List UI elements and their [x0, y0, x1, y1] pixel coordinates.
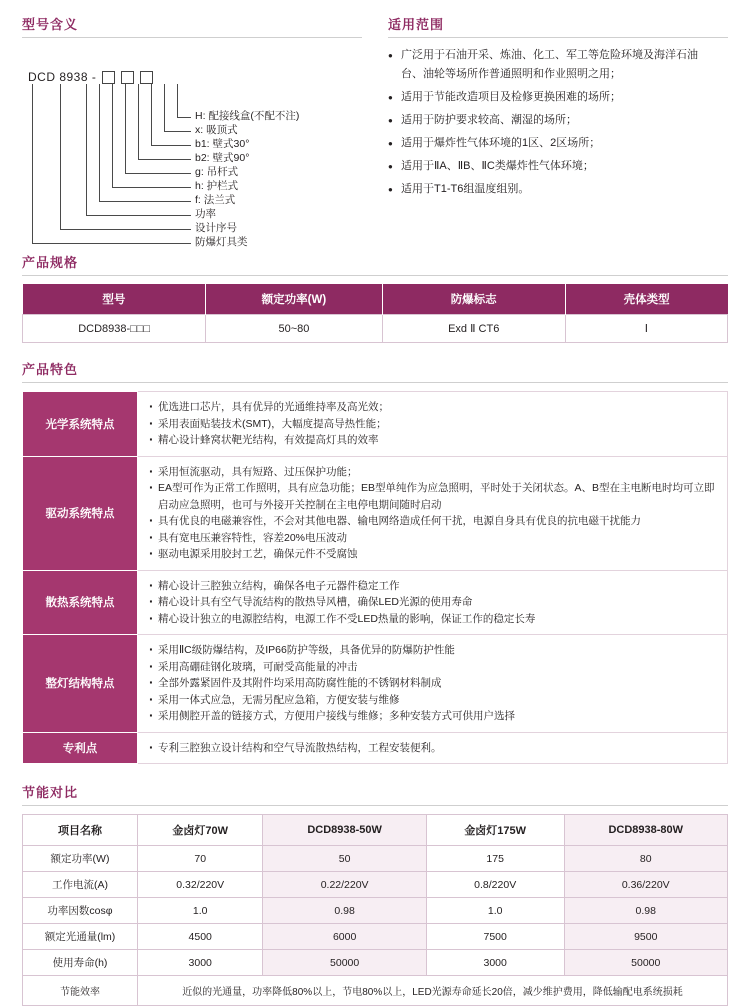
spec-cell-model: DCD8938-□□□	[23, 315, 206, 343]
leader-v-9	[60, 84, 61, 229]
feature-list-structure	[148, 642, 717, 725]
model-code-box-2	[121, 71, 134, 84]
feature-row-patent	[23, 732, 728, 764]
scope-list	[388, 46, 728, 199]
feature-row-driver	[23, 456, 728, 570]
feature-item: · 驱动电源采用胶封工艺，确保元件不受腐蚀	[148, 546, 717, 563]
model-label-5: g: 吊杆式	[195, 166, 239, 178]
energy-row	[23, 898, 728, 924]
leader-h-9	[60, 229, 191, 230]
energy-row-label: 额定光通量(lm)	[23, 924, 138, 950]
section-title-spec: 产品规格	[22, 255, 79, 270]
leader-v-6	[112, 84, 113, 187]
divider-spec	[22, 275, 728, 276]
feature-item: · 采用恒流驱动，具有短路、过压保护功能；	[148, 464, 717, 481]
feature-item: · 精心设计具有空气导流结构的散热导风槽，确保LED光源的使用寿命	[148, 594, 717, 611]
feature-row-structure	[23, 635, 728, 733]
spec-header-housing: 壳体类型	[565, 284, 727, 315]
section-title-features: 产品特色	[22, 362, 79, 377]
energy-cell: 80	[564, 846, 727, 872]
energy-cell: 3000	[138, 950, 263, 976]
leader-v-4	[138, 84, 139, 159]
energy-row-label: 节能效率	[23, 976, 138, 1006]
leader-h-6	[112, 187, 191, 188]
feature-body-optical	[138, 392, 728, 457]
energy-row-label: 额定功率(W)	[23, 846, 138, 872]
energy-header-row	[23, 815, 728, 846]
feature-row-thermal	[23, 570, 728, 635]
feature-item: · 精心设计独立的电源腔结构，电源工作不受LED热量的影响，保证工作的稳定长寿	[148, 611, 717, 628]
feature-item: · 采用高硼硅钢化玻璃，可耐受高能量的冲击	[148, 659, 717, 676]
leader-h-4	[138, 159, 191, 160]
energy-efficiency-text: 近似的光通量，功率降低80%以上，节电80%以上，LED光源寿命延长20倍，减少维护费用，降低输配电系统损耗	[138, 976, 728, 1006]
spec-row	[23, 315, 728, 343]
energy-row	[23, 924, 728, 950]
feature-category-optical: 光学系统特点	[23, 392, 138, 457]
energy-row	[23, 950, 728, 976]
model-label-10: 防爆灯具类	[195, 236, 248, 248]
divider-model-meaning	[22, 37, 362, 38]
feature-item: · 优选进口芯片，具有优异的光通维持率及高光效；	[148, 399, 717, 416]
leader-v-8	[86, 84, 87, 215]
feature-item: · 具有宽电压兼容特性，容差20%电压波动	[148, 530, 717, 547]
leader-h-3	[151, 145, 191, 146]
energy-header-col4: DCD8938-80W	[564, 815, 727, 846]
energy-cell: 70	[138, 846, 263, 872]
feature-list-driver	[148, 464, 717, 563]
feature-category-driver: 驱动系统特点	[23, 456, 138, 570]
leader-h-2	[164, 131, 191, 132]
energy-cell: 9500	[564, 924, 727, 950]
energy-header-col2: DCD8938-50W	[263, 815, 426, 846]
leader-v-1	[177, 84, 178, 117]
section-title-model-meaning: 型号含义	[22, 17, 79, 32]
energy-cell: 3000	[426, 950, 564, 976]
energy-cell: 175	[426, 846, 564, 872]
feature-category-thermal: 散热系统特点	[23, 570, 138, 635]
energy-header-item: 项目名称	[23, 815, 138, 846]
model-code-line	[28, 70, 153, 84]
scope-item-4: ● 适用于爆炸性气体环境的1区、2区场所；	[388, 134, 728, 153]
leader-h-8	[86, 215, 191, 216]
energy-cell: 7500	[426, 924, 564, 950]
divider-features	[22, 382, 728, 383]
leader-v-5	[125, 84, 126, 173]
leader-h-1	[177, 117, 191, 118]
energy-cell: 6000	[263, 924, 426, 950]
energy-cell: 0.32/220V	[138, 872, 263, 898]
feature-item: · 采用ⅡC级防爆结构，及IP66防护等级，具备优异的防爆防护性能	[148, 642, 717, 659]
spec-cell-exmark: Exd Ⅱ CT6	[382, 315, 565, 343]
feature-item: · 精心设计三腔独立结构，确保各电子元器件稳定工作	[148, 578, 717, 595]
energy-row-efficiency	[23, 976, 728, 1006]
model-code-prefix: DCD 8938 -	[28, 70, 97, 84]
feature-body-patent	[138, 732, 728, 764]
feature-row-optical	[23, 392, 728, 457]
feature-item: · 精心设计蜂窝状靶光结构，有效提高灯具的效率	[148, 432, 717, 449]
spec-table	[22, 284, 728, 343]
spec-header-power: 额定功率(W)	[206, 284, 382, 315]
scope-item-3: ● 适用于防护要求较高、潮湿的场所；	[388, 111, 728, 130]
model-label-3: b1: 壁式30°	[195, 138, 250, 150]
feature-body-thermal	[138, 570, 728, 635]
features-table	[22, 391, 728, 764]
energy-row	[23, 872, 728, 898]
energy-cell: 0.22/220V	[263, 872, 426, 898]
energy-cell: 50000	[263, 950, 426, 976]
model-meaning-block	[22, 14, 362, 248]
model-label-1: H: 配接线盒(不配不注)	[195, 110, 300, 122]
energy-table	[22, 814, 728, 1006]
energy-row-label: 使用寿命(h)	[23, 950, 138, 976]
feature-list-optical	[148, 399, 717, 449]
energy-cell: 50	[263, 846, 426, 872]
scope-item-5: ● 适用于ⅡA、ⅡB、ⅡC类爆炸性气体环境；	[388, 157, 728, 176]
feature-body-structure	[138, 635, 728, 733]
model-label-2: x: 吸顶式	[195, 124, 238, 136]
energy-header-col1: 金卤灯70W	[138, 815, 263, 846]
scope-item-2: ● 适用于节能改造项目及检修更换困难的场所；	[388, 88, 728, 107]
leader-v-2	[164, 84, 165, 131]
spec-header-row	[23, 284, 728, 315]
energy-cell: 50000	[564, 950, 727, 976]
product-features-block	[0, 359, 750, 764]
divider-energy	[22, 805, 728, 806]
feature-list-patent	[148, 740, 717, 757]
feature-item: · 具有优良的电磁兼容性，不会对其他电器、输电网络造成任何干扰，电源自身具有优良的抗电磁干扰能力	[148, 513, 717, 530]
feature-list-thermal	[148, 578, 717, 628]
model-code-box-1	[102, 71, 115, 84]
model-label-9: 设计序号	[195, 222, 237, 234]
leader-h-5	[125, 173, 191, 174]
feature-item: · 采用一体式应急，无需另配应急箱，方便安装与维修	[148, 692, 717, 709]
scope-item-6: ● 适用于T1-T6组温度组别。	[388, 180, 728, 199]
section-title-scope: 适用范围	[388, 17, 445, 32]
divider-scope	[388, 37, 728, 38]
model-code-diagram	[22, 48, 362, 248]
energy-row-label: 工作电流(A)	[23, 872, 138, 898]
spec-cell-power: 50~80	[206, 315, 382, 343]
model-label-4: b2: 壁式90°	[195, 152, 250, 164]
energy-cell: 1.0	[138, 898, 263, 924]
spec-header-model: 型号	[23, 284, 206, 315]
energy-cell: 0.36/220V	[564, 872, 727, 898]
leader-h-7	[99, 201, 191, 202]
scope-item-1	[388, 46, 728, 84]
energy-cell: 4500	[138, 924, 263, 950]
model-label-6: h: 护栏式	[195, 180, 239, 192]
product-spec-block	[0, 252, 750, 343]
energy-cell: 0.98	[263, 898, 426, 924]
energy-header-col3: 金卤灯175W	[426, 815, 564, 846]
energy-cell: 0.98	[564, 898, 727, 924]
model-code-box-3	[140, 71, 153, 84]
feature-item: · 全部外露紧固件及其附件均采用高防腐性能的不锈钢材料制成	[148, 675, 717, 692]
energy-row	[23, 846, 728, 872]
model-label-7: f: 法兰式	[195, 194, 236, 206]
scope-block	[388, 14, 728, 238]
top-section	[0, 0, 750, 248]
spec-cell-housing: Ⅰ	[565, 315, 727, 343]
scope-item-1-text: 广泛用于石油开采、炼油、化工、军工等危险环境及海洋石油	[401, 49, 698, 61]
model-label-8: 功率	[195, 208, 216, 220]
energy-compare-block	[0, 782, 750, 1006]
feature-item: · 采用表面贴装技术(SMT)，大幅度提高导热性能；	[148, 416, 717, 433]
feature-category-structure: 整灯结构特点	[23, 635, 138, 733]
section-title-energy: 节能对比	[22, 785, 79, 800]
leader-v-3	[151, 84, 152, 145]
scope-item-1-cont: 台、油轮等场所作普通照明和作业照明之用；	[401, 68, 621, 80]
feature-category-patent: 专利点	[23, 732, 138, 764]
leader-v-10	[32, 84, 33, 243]
leader-v-7	[99, 84, 100, 201]
feature-item: · 专利三腔独立设计结构和空气导流散热结构，工程安装便利。	[148, 740, 717, 757]
feature-item: · 采用侧腔开盖的链接方式，方便用户接线与维修；多种安装方式可供用户选择	[148, 708, 717, 725]
energy-row-label: 功率因数cosφ	[23, 898, 138, 924]
energy-cell: 1.0	[426, 898, 564, 924]
energy-cell: 0.8/220V	[426, 872, 564, 898]
feature-item: · EA型可作为正常工作照明，具有应急功能；EB型单纯作为应急照明，平时处于关闭状态。A、B型在主电断电时均可立即启动应急照明，也可与外接开关控制在主电停电期间随时启动	[148, 480, 717, 513]
leader-h-10	[32, 243, 191, 244]
feature-body-driver	[138, 456, 728, 570]
spec-header-exmark: 防爆标志	[382, 284, 565, 315]
